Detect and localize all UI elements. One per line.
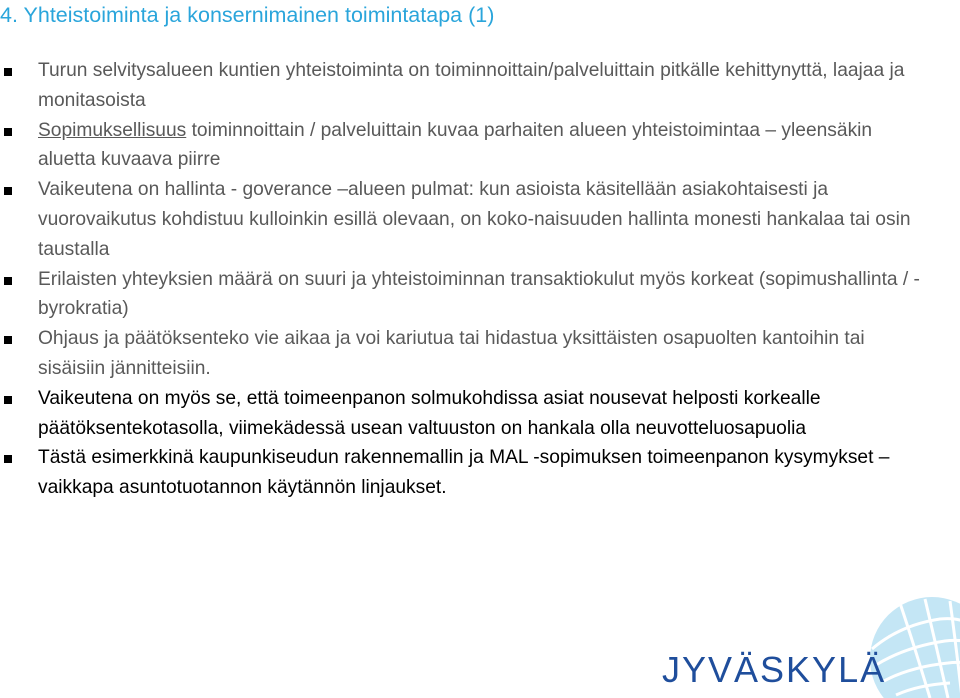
- logo-wordmark: JYVÄSKYLÄ: [662, 649, 887, 690]
- bullet-item: [0, 265, 935, 325]
- bullet-text: Vaikeutena on myös se, että toimeenpanon solmukohdissa asiat nousevat helposti korkealle päätöksentekotasolla, viimekädessä usean valtuuston on hankala olla neuvotteluosapuolia: [38, 387, 821, 439]
- bullet-text: toiminnoittain / palveluittain kuvaa parhaiten alueen yhteistoimintaa – yleensäkin aluetta kuvaava piirre: [38, 119, 873, 171]
- square-bullet-icon: [4, 336, 12, 344]
- bullet-text: Turun selvitysalueen kuntien yhteistoiminta on toiminnoittain/palveluittain pitkälle kehittynyttä, laajaa ja monitasoista: [38, 60, 905, 111]
- bullet-item: [0, 56, 935, 116]
- bullet-text: Ohjaus ja päätöksenteko vie aikaa ja voi kariutua tai hidastua yksittäisten osapuolten kantoihin tai sisäisiin jännitteisiin.: [38, 328, 865, 379]
- square-bullet-icon: [4, 277, 12, 285]
- bullet-item: [0, 324, 935, 384]
- bullet-text: Vaikeutena on hallinta - goverance –alueen pulmat: kun asioista käsitellään asiakohtaisesti ja vuorovaikutus kohdistuu kulloinkin esillä olevaan, on koko-naisuuden hallinta monesti hankalaa tai osin taustalla: [38, 179, 911, 260]
- bullet-item: [0, 384, 935, 444]
- square-bullet-icon: [4, 128, 12, 136]
- bullet-underlined-term: Sopimuksellisuus: [38, 119, 187, 141]
- square-bullet-icon: [4, 68, 12, 76]
- bullet-list: [0, 56, 935, 503]
- bullet-item: [0, 443, 935, 503]
- square-bullet-icon: [4, 187, 12, 195]
- square-bullet-icon: [4, 396, 12, 404]
- bullet-text: Erilaisten yhteyksien määrä on suuri ja yhteistoiminnan transaktiokulut myös korkeat (sopimushallinta / -byrokratia): [38, 268, 920, 320]
- square-bullet-icon: [4, 455, 12, 463]
- slide-title: 4. Yhteistoiminta ja konsernimainen toimintatapa (1): [0, 3, 495, 27]
- bullet-item: [0, 116, 935, 176]
- bullet-item: [0, 175, 935, 264]
- jyvaskyla-logo: [600, 585, 960, 698]
- bullet-text: Tästä esimerkkinä kaupunkiseudun rakennemallin ja MAL -sopimuksen toimeenpanon kysymykset – vaikkapa asuntotuotannon käytännön linjaukset.: [38, 447, 890, 499]
